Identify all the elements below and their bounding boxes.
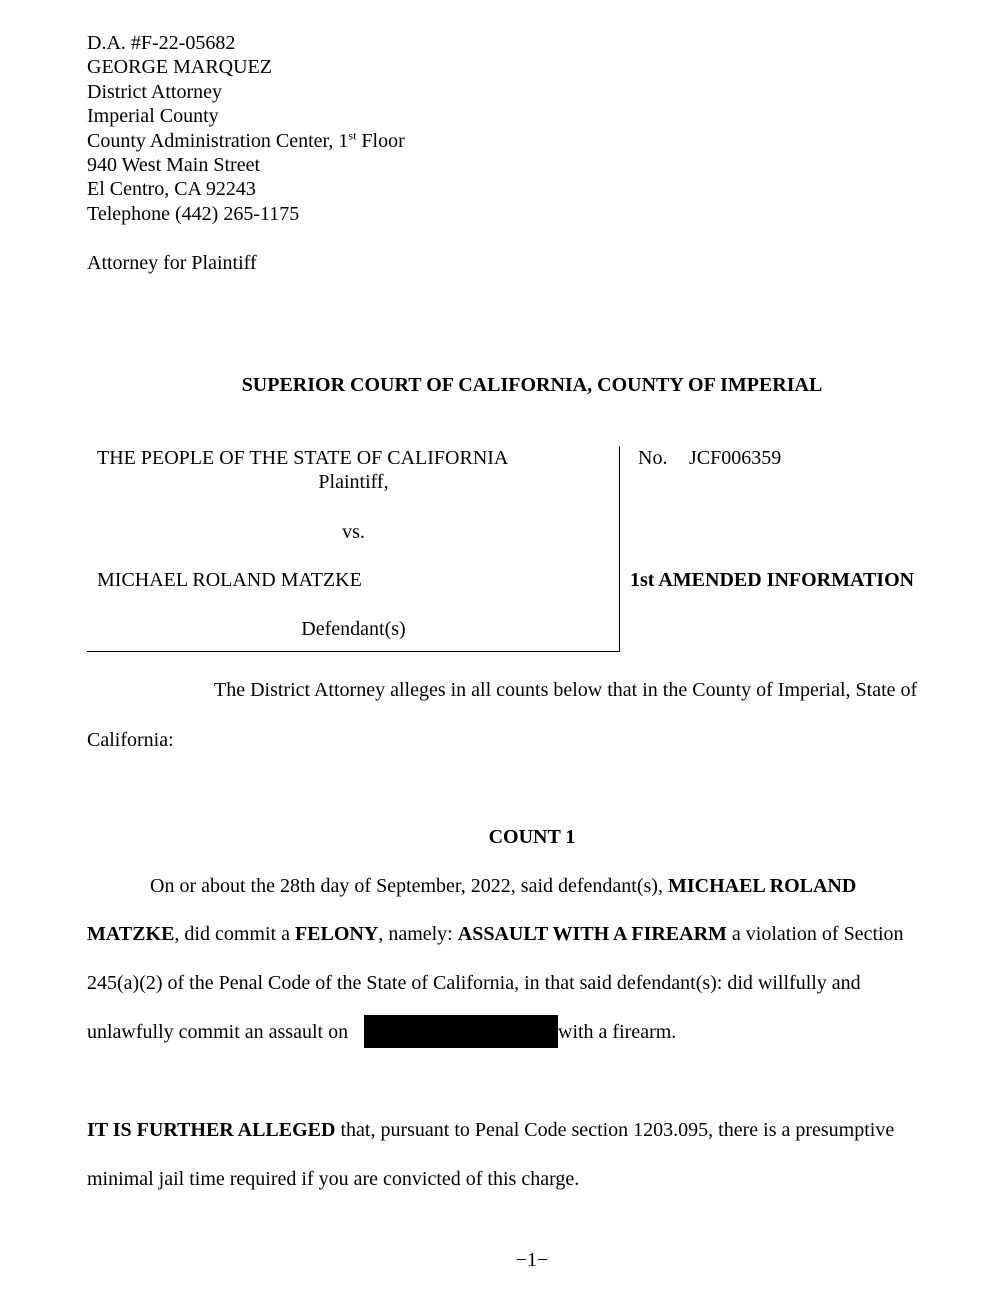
da-address-building: County Administration Center, 1st Floor	[87, 128, 405, 152]
da-telephone: Telephone (442) 265-1175	[87, 203, 300, 225]
da-number: D.A. #F-22-05682	[87, 32, 236, 54]
further-line-2: minimal jail time required if you are convicted of this charge.	[87, 1168, 580, 1190]
plaintiff-role: Plaintiff,	[318, 471, 389, 493]
caption-divider-vertical	[619, 446, 620, 652]
court-title: SUPERIOR COURT OF CALIFORNIA, COUNTY OF IMPERIAL	[241, 374, 823, 396]
defendant-role: Defendant(s)	[301, 618, 406, 640]
document-title: 1st AMENDED INFORMATION	[630, 569, 915, 591]
case-number-label: No.	[638, 447, 668, 469]
plaintiff-name: THE PEOPLE OF THE STATE OF CALIFORNIA	[97, 447, 509, 469]
page-number: −1−	[515, 1249, 549, 1271]
further-line-1: IT IS FURTHER ALLEGED that, pursuant to Penal Code section 1203.095, there is a presumptive	[87, 1119, 895, 1141]
attorney-for: Attorney for Plaintiff	[87, 252, 257, 274]
count-line-2: MATZKE, did commit a FELONY, namely: ASSAULT WITH A FIREARM a violation of Section	[87, 923, 904, 945]
da-title: District Attorney	[87, 81, 222, 103]
da-address-street: 940 West Main Street	[87, 154, 260, 176]
caption-divider-horizontal	[87, 651, 620, 652]
da-address-city: El Centro, CA 92243	[87, 178, 256, 200]
redaction-bar	[364, 1015, 558, 1048]
count-line-3: 245(a)(2) of the Penal Code of the State of California, in that said defendant(s): did willfully and	[87, 972, 861, 994]
case-number: JCF006359	[689, 447, 782, 469]
count-line-4b: with a firearm.	[558, 1021, 677, 1043]
da-name: GEORGE MARQUEZ	[87, 56, 272, 78]
intro-line-1: The District Attorney alleges in all counts below that in the County of Imperial, State of	[214, 679, 918, 701]
versus: vs.	[342, 521, 365, 543]
intro-line-2: California:	[87, 729, 174, 751]
defendant-name: MICHAEL ROLAND MATZKE	[97, 569, 362, 591]
count-line-1: On or about the 28th day of September, 2022, said defendant(s), MICHAEL ROLAND	[150, 875, 857, 897]
count-heading: COUNT 1	[488, 826, 576, 848]
da-county: Imperial County	[87, 105, 219, 127]
count-line-4a: unlawfully commit an assault on	[87, 1021, 349, 1043]
